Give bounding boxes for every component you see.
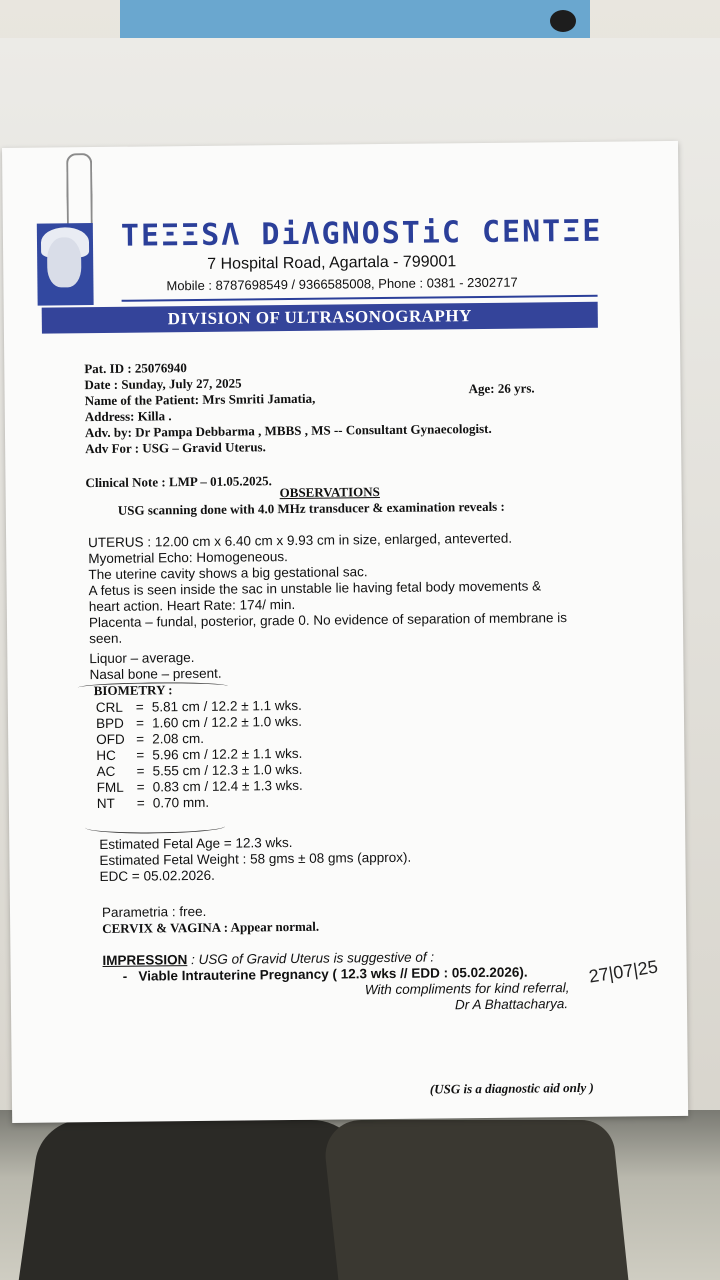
handwritten-date: 27|07|25 (587, 956, 660, 987)
biometry-label: OFD (96, 731, 125, 748)
biometry-row: FML = 0.83 cm / 12.4 ± 1.3 wks. (96, 777, 303, 796)
uterus-line: seen. (89, 630, 123, 647)
logo-face (47, 237, 82, 287)
footer-note: (USG is a diagnostic aid only ) (429, 1079, 594, 1097)
impression-finding: Viable Intrauterine Pregnancy ( 12.3 wks // EDD : 05.02.2026). (138, 964, 528, 984)
uterus-line: heart action. Heart Rate: 174/ min. (88, 596, 296, 615)
biometry-row: HC = 5.96 cm / 12.2 ± 1.1 wks. (96, 745, 303, 764)
centre-address: 7 Hospital Road, Agartala - 799001 (207, 253, 457, 273)
biometry-row: AC = 5.55 cm / 12.3 ± 1.0 wks. (96, 761, 303, 780)
centre-contact: Mobile : 8787698549 / 9366585008, Phone : 0381 - 2302717 (166, 274, 518, 294)
estimate-line: Estimated Fetal Age = 12.3 wks. (99, 834, 293, 853)
biometry-title: BIOMETRY : (93, 682, 173, 699)
uterus-line: A fetus is seen inside the sac in unstable lie having fetal body movements & (88, 578, 542, 599)
background-tray (120, 0, 590, 41)
compliments: With compliments for kind referral, (364, 980, 570, 998)
biometry-row: BPD = 1.60 cm / 12.2 ± 1.0 wks. (95, 713, 303, 732)
scan-intro: USG scanning done with 4.0 MHz transducer & examination reveals : (117, 498, 505, 518)
biometry-row: CRL = 5.81 cm / 12.2 ± 1.1 wks. (95, 697, 302, 716)
biometry-label: BPD (95, 715, 124, 732)
biometry-value: 5.81 cm / 12.2 ± 1.1 wks. (151, 697, 302, 715)
biometry-label: AC (96, 763, 116, 780)
biometry-row: NT = 0.70 mm. (96, 794, 210, 812)
patient-age: Age: 26 yrs. (468, 380, 535, 397)
header-rule (122, 295, 598, 302)
pen-mark (85, 820, 225, 834)
biometry-label: FML (96, 779, 124, 796)
uterus-line: Placenta – fundal, posterior, grade 0. No evidence of separation of membrane is (88, 610, 568, 631)
patient-address: Address: Killa . (84, 408, 172, 425)
biometry-label: CRL (95, 699, 123, 716)
clinical-note: Clinical Note : LMP – 01.05.2025. (85, 473, 272, 491)
uterus-line: The uterine cavity shows a big gestational sac. (88, 564, 368, 583)
uterus-line: Liquor – average. (89, 650, 195, 667)
biometry-value: 5.96 cm / 12.2 ± 1.1 wks. (152, 745, 303, 763)
biometry-value: 2.08 cm. (152, 730, 205, 747)
impression-intro: : USG of Gravid Uterus is suggestive of : (187, 949, 435, 968)
uterus-line: UTERUS : 12.00 cm x 6.40 cm x 9.93 cm in size, enlarged, anteverted. (88, 530, 513, 551)
biometry-value: 5.55 cm / 12.3 ± 1.0 wks. (152, 761, 303, 779)
patient-name: Name of the Patient: Mrs Smriti Jamatia, (84, 390, 316, 409)
biometry-row: OFD = 2.08 cm. (96, 730, 205, 748)
uterus-line: Myometrial Echo: Homogeneous. (88, 549, 288, 567)
centre-logo-icon (37, 223, 94, 306)
trouser-leg-right (322, 1120, 629, 1280)
impression-bullet: - (122, 968, 128, 984)
advised-by: Adv. by: Dr Pampa Debbarma , MBBS , MS -- Consultant Gynaecologist. (84, 420, 492, 441)
uterus-line: Nasal bone – present. (89, 665, 222, 683)
biometry-label: HC (96, 747, 116, 764)
division-banner: DIVISION OF ULTRASONOGRAPHY (42, 302, 598, 334)
observations-title: OBSERVATIONS (279, 484, 380, 501)
trouser-leg-left (19, 1120, 371, 1280)
impression-label: IMPRESSION (102, 952, 188, 968)
doctor-name: Dr A Bhattacharya. (454, 996, 569, 1013)
estimate-line: Estimated Fetal Weight : 58 gms ± 08 gms (approx). (99, 849, 412, 869)
biometry-value: 0.83 cm / 12.4 ± 1.3 wks. (152, 777, 303, 795)
patient-id: Pat. ID : 25076940 (84, 360, 187, 377)
advised-for: Adv For : USG – Gravid Uterus. (85, 439, 266, 457)
biometry-value: 1.60 cm / 12.2 ± 1.0 wks. (151, 713, 303, 731)
cervix-vagina: CERVIX & VAGINA : Appear normal. (102, 918, 320, 936)
report-date: Date : Sunday, July 27, 2025 (84, 375, 242, 393)
biometry-value: 0.70 mm. (152, 794, 210, 811)
biometry-label: NT (96, 795, 115, 812)
report-paper (2, 141, 688, 1123)
tray-knob (550, 10, 576, 32)
estimate-line: EDC = 05.02.2026. (99, 867, 215, 885)
parametria: Parametria : free. (101, 903, 207, 920)
centre-name: ΤΕΞΞSΛ DiΛGNOSΤiC CENΤΞE (120, 213, 603, 254)
